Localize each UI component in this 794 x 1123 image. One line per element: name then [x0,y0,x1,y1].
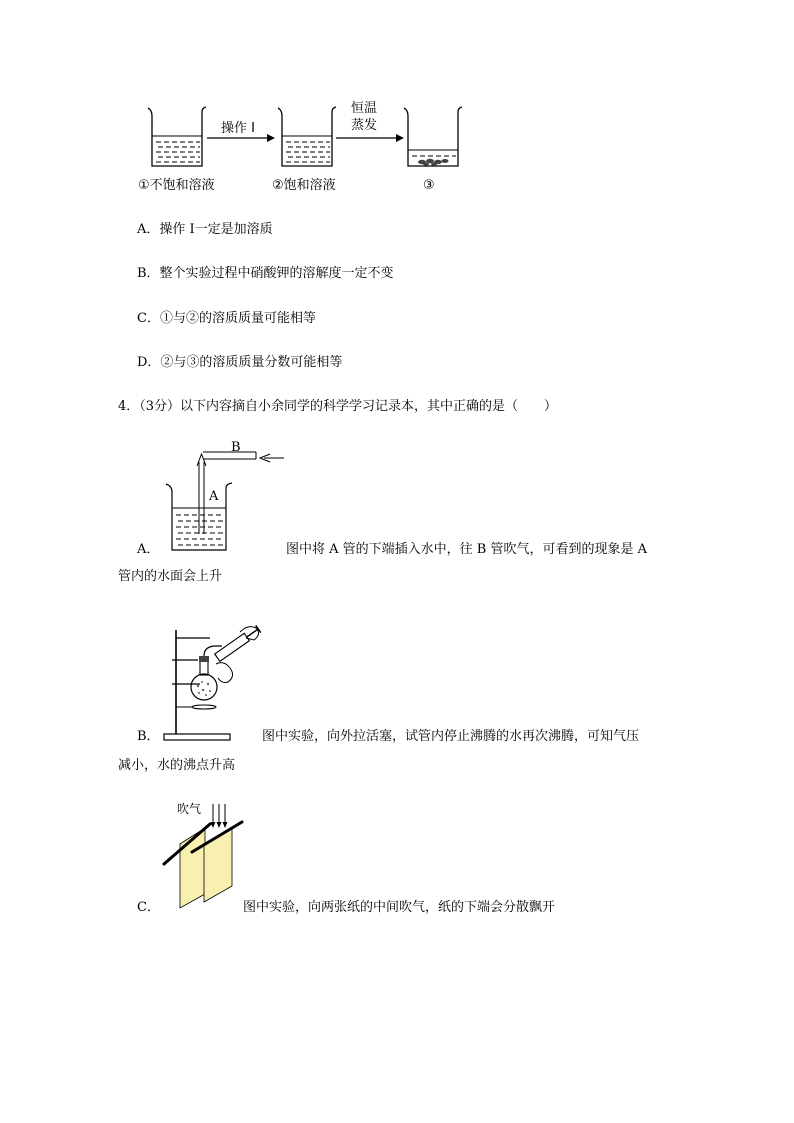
beaker-3-caption: ③ [423,178,435,193]
blow-label: 吹气 [177,802,202,816]
beaker-1-caption: ①不饱和溶液 [138,178,215,193]
q4-option-b-label: B． [137,729,160,744]
q3-option-a: A．操作 I一定是加溶质 [137,222,273,237]
q4-option-c-label: C． [137,900,160,915]
beaker-saturated-icon [278,106,336,170]
q4-option-c-text-line1: 图中实验，向两张纸的中间吹气，纸的下端会分散飘开 [243,900,556,915]
q4-stem: 4．（3分）以下内容摘自小余同学的科学学习记录本，其中正确的是（ ） [118,399,558,414]
operation-1-label: 操作 I [221,121,255,136]
q3-option-b: B．整个实验过程中硝酸钾的溶解度一定不变 [137,266,394,281]
q4-option-a-label: A． [137,542,160,557]
q3-option-c: C．①与②的溶质质量可能相等 [137,311,316,326]
beaker-unsaturated-icon [148,106,206,170]
tube-b-label: B [231,440,241,455]
two-papers-figure-icon [160,802,250,912]
q4-option-b-text-line1: 图中实验，向外拉活塞，试管内停止沸腾的水再次沸腾，可知气压 [262,729,640,744]
evaporation-label-line2: 蒸发 [351,118,378,133]
beaker-tubes-figure-icon [160,438,290,554]
q4-option-b-text-line2: 减小，水的沸点升高 [118,758,236,773]
q4-option-a-text-line2: 管内的水面会上升 [118,569,223,584]
beaker-2-caption: ②饱和溶液 [272,178,336,193]
tube-a-label: A [209,489,219,504]
boiling-flask-syringe-figure-icon [158,612,268,744]
q3-option-d: D．②与③的溶质质量分数可能相等 [137,355,343,370]
q4-option-a-text-line1: 图中将 A 管的下端插入水中，往 B 管吹气，可看到的现象是 A [286,542,647,557]
evaporation-label-line1: 恒温 [351,101,378,116]
beaker-crystals-icon [404,106,462,170]
